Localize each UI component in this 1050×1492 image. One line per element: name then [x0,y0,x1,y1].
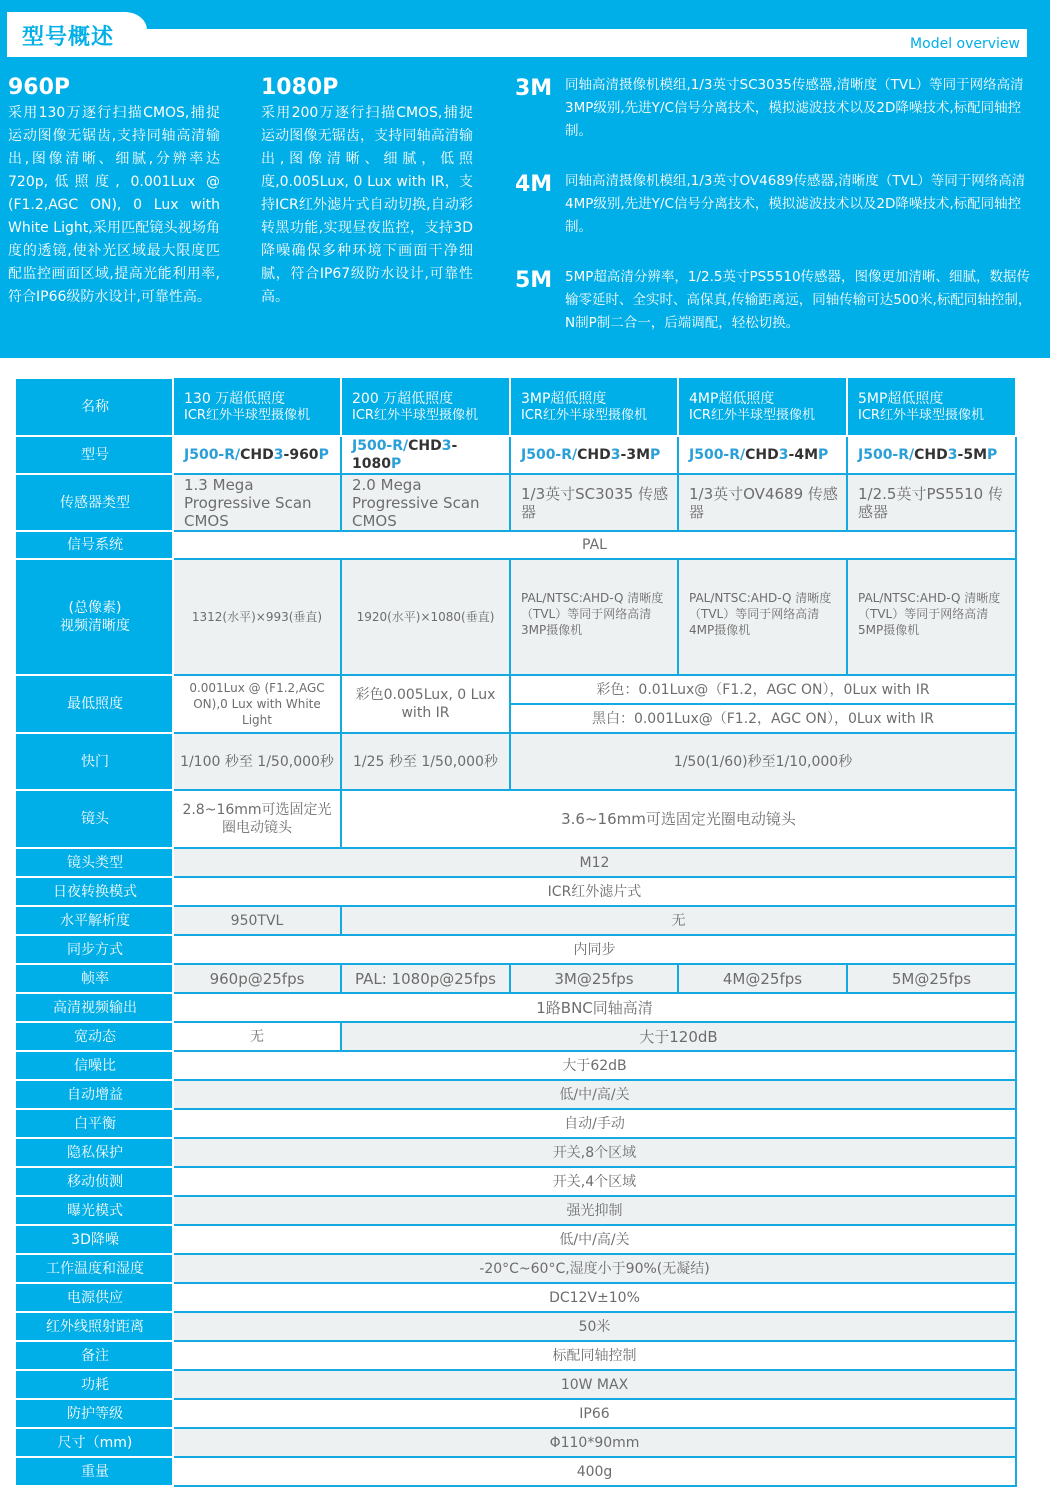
label-wb: 白平衡 [17,1109,173,1138]
label-temp: 工作温度和湿度 [17,1254,173,1283]
row-lens-type [17,848,1016,877]
model-description: 5MP超高清分辨率，1/2.5英寸PS5510传感器，图像更加清晰、细腻，数据传输零延时、全实时、高保真,传输距离远，同轴传输可达500米,标配同轴控制，N制P制二合一，后端调配，轻松切换。 [565,269,1032,331]
row-shutter [17,733,1016,790]
cell-sensor: 1/2.5英寸PS5510 传感器 [847,474,1016,531]
row-pixels [17,559,1016,675]
label-sensor: 传感器类型 [17,474,173,531]
label-frame-rate: 帧率 [17,964,173,993]
cell-shutter: 1/25 秒至 1/50,000秒 [341,733,510,790]
cell-privacy: 开关,8个区域 [173,1138,1016,1167]
cell-consumption: 10W MAX [173,1370,1016,1399]
cell-pixels: 1312(水平)×993(垂直) [173,559,341,675]
cell-signal: PAL [173,531,1016,559]
model-description: 同轴高清摄像机模组,1/3英寸SC3035传感器,清晰度（TVL）等同于网络高清3MP级别,先进Y/C信号分离技术，模拟滤波技术以及2D降噪技术,标配同轴控制。 [565,77,1024,139]
cell-frame-rate: 960p@25fps [173,964,341,993]
label-weight: 重量 [17,1457,173,1486]
label-exposure: 曝光模式 [17,1196,173,1225]
row-exposure [17,1196,1016,1225]
row-min-illum [17,675,1016,704]
model-name: 1080P [261,75,339,100]
title-bar [7,29,1027,57]
col-header: 200 万超低照度 ICR红外半球型摄像机 [341,378,510,436]
row-dnr [17,1225,1016,1254]
row-sync [17,935,1016,964]
cell-sync: 内同步 [173,935,1016,964]
cell-agc: 低/中/高/关 [173,1080,1016,1109]
cell-exposure: 强光抑制 [173,1196,1016,1225]
row-protection [17,1399,1016,1428]
row-weight [17,1457,1016,1486]
row-frame-rate [17,964,1016,993]
row-wdr [17,1022,1016,1051]
label-min-illum: 最低照度 [17,675,173,733]
section-title: 型号概述 [22,25,115,50]
cell-lens-type: M12 [173,848,1016,877]
model-code: J500-R/CHD3-960P [173,436,341,474]
label-dnr: 3D降噪 [17,1225,173,1254]
cell-frame-rate: PAL: 1080p@25fps [341,964,510,993]
row-h-res [17,906,1016,935]
cell-protection: IP66 [173,1399,1016,1428]
cell-hd-output: 1路BNC同轴高清 [173,993,1016,1022]
cell-dnr: 低/中/高/关 [173,1225,1016,1254]
cell-pixels: PAL/NTSC:AHD-Q 清晰度（TVL）等同于网络高清5MP摄像机 [847,559,1016,675]
cell-note: 标配同轴控制 [173,1341,1016,1370]
row-snr [17,1051,1016,1080]
cell-day-night: ICR红外滤片式 [173,877,1016,906]
cell-sensor: 2.0 Mega Progressive Scan CMOS [341,474,510,531]
cell-frame-rate: 3M@25fps [510,964,678,993]
label-protection: 防护等级 [17,1399,173,1428]
model-description: 采用200万逐行扫描CMOS,捕捉运动图像无锯齿，支持同轴高清输出,图像清晰、细腻，低照度,0.005Lux, 0 Lux with IR，支持ICR红外滤片式自动切换,自动彩转黑功能,实现昼夜监控，支持3D降噪确保多种环境下画面干净细腻，符合IP67级防水设计,可靠性高。 [261,105,473,305]
model-code: J500-R/CHD3-3MP [510,436,678,474]
model-code: J500-R/CHD3-4MP [678,436,847,474]
model-name: 4M [515,172,553,197]
row-size [17,1428,1016,1457]
overview-5m [515,266,1035,335]
model-name: 960P [8,75,71,100]
row-lens [17,790,1016,848]
label-sync: 同步方式 [17,935,173,964]
cell-wdr: 无 [173,1022,341,1051]
model-description: 采用130万逐行扫描CMOS,捕捉运动图像无锯齿,支持同轴高清输出,图像清晰、细腻,分辨率达720p,低照度, 0.001Lux @ (F1.2,AGC ON), 0 Lux with White Light,采用匹配镜头视场角度的透镜,使补光区域最大限度匹配监控画面区域,提高光能利用率,符合IP66级防水设计,可靠性高。 [8,105,220,305]
cell-min-illum-color: 彩色：0.01Lux@（F1.2，AGC ON），0Lux with IR [510,675,1016,704]
label-signal: 信号系统 [17,531,173,559]
row-power [17,1283,1016,1312]
cell-ir-range: 50米 [173,1312,1016,1341]
col-header: 3MP超低照度 ICR红外半球型摄像机 [510,378,678,436]
cell-sensor: 1/3英寸SC3035 传感器 [510,474,678,531]
label-lens-type: 镜头类型 [17,848,173,877]
cell-wdr-shared: 大于120dB [341,1022,1016,1051]
spec-table [16,377,1017,1487]
row-signal [17,531,1016,559]
cell-pixels: 1920(水平)×1080(垂直) [341,559,510,675]
row-name [17,378,1016,436]
cell-power: DC12V±10% [173,1283,1016,1312]
label-hd-output: 高清视频输出 [17,993,173,1022]
cell-wb: 自动/手动 [173,1109,1016,1138]
row-model [17,436,1016,474]
overview-1080p [261,74,473,309]
row-agc [17,1080,1016,1109]
label-note: 备注 [17,1341,173,1370]
row-hd-output [17,993,1016,1022]
row-note [17,1341,1016,1370]
model-name: 3M [515,76,553,101]
cell-frame-rate: 5M@25fps [847,964,1016,993]
row-temp [17,1254,1016,1283]
cell-motion: 开关,4个区域 [173,1167,1016,1196]
col-header: 5MP超低照度 ICR红外半球型摄像机 [847,378,1016,436]
row-ir-range [17,1312,1016,1341]
model-name: 5M [515,268,553,293]
label-motion: 移动侦测 [17,1167,173,1196]
row-consumption [17,1370,1016,1399]
cell-lens-shared: 3.6~16mm可选固定光圈电动镜头 [341,790,1016,848]
label-model: 型号 [17,436,173,474]
row-day-night [17,877,1016,906]
label-power: 电源供应 [17,1283,173,1312]
cell-size: Φ110*90mm [173,1428,1016,1457]
row-motion [17,1167,1016,1196]
overview-4m [515,170,1035,239]
cell-snr: 大于62dB [173,1051,1016,1080]
cell-weight: 400g [173,1457,1016,1486]
overview-banner [0,0,1050,358]
row-wb [17,1109,1016,1138]
cell-frame-rate: 4M@25fps [678,964,847,993]
cell-shutter-shared: 1/50(1/60)秒至1/10,000秒 [510,733,1016,790]
overview-3m [515,74,1035,143]
cell-pixels: PAL/NTSC:AHD-Q 清晰度（TVL）等同于网络高清3MP摄像机 [510,559,678,675]
model-description: 同轴高清摄像机模组,1/3英寸OV4689传感器,清晰度（TVL）等同于网络高清4MP级别,先进Y/C信号分离技术，模拟滤波技术以及2D降噪技术,标配同轴控制。 [565,173,1026,235]
cell-sensor: 1.3 Mega Progressive Scan CMOS [173,474,341,531]
label-snr: 信噪比 [17,1051,173,1080]
label-size: 尺寸（mm) [17,1428,173,1457]
col-header: 4MP超低照度 ICR红外半球型摄像机 [678,378,847,436]
row-sensor [17,474,1016,531]
label-shutter: 快门 [17,733,173,790]
label-day-night: 日夜转换模式 [17,877,173,906]
cell-lens: 2.8~16mm可选固定光圈电动镜头 [173,790,341,848]
cell-h-res-shared: 无 [341,906,1016,935]
label-pixels: (总像素) 视频清晰度 [17,559,173,675]
overview-960p [8,74,220,309]
label-lens: 镜头 [17,790,173,848]
row-privacy [17,1138,1016,1167]
label-ir-range: 红外线照射距离 [17,1312,173,1341]
cell-min-illum: 彩色0.005Lux, 0 Lux with IR [341,675,510,733]
cell-h-res: 950TVL [173,906,341,935]
label-agc: 自动增益 [17,1080,173,1109]
cell-shutter: 1/100 秒至 1/50,000秒 [173,733,341,790]
section-subtitle: Model overview [910,36,1020,52]
cell-temp: -20°C~60°C,湿度小于90%(无凝结) [173,1254,1016,1283]
label-wdr: 宽动态 [17,1022,173,1051]
label-h-res: 水平解析度 [17,906,173,935]
model-code: J500-R/CHD3-1080P [341,436,510,474]
cell-min-illum-bw: 黑白：0.001Lux@（F1.2，AGC ON），0Lux with IR [510,704,1016,733]
label-consumption: 功耗 [17,1370,173,1399]
col-header: 130 万超低照度 ICR红外半球型摄像机 [173,378,341,436]
cell-pixels: PAL/NTSC:AHD-Q 清晰度（TVL）等同于网络高清4MP摄像机 [678,559,847,675]
cell-sensor: 1/3英寸OV4689 传感器 [678,474,847,531]
label-name: 名称 [17,378,173,436]
model-code: J500-R/CHD3-5MP [847,436,1016,474]
cell-min-illum: 0.001Lux @ (F1.2,AGC ON),0 Lux with White Light [173,675,341,733]
label-privacy: 隐私保护 [17,1138,173,1167]
